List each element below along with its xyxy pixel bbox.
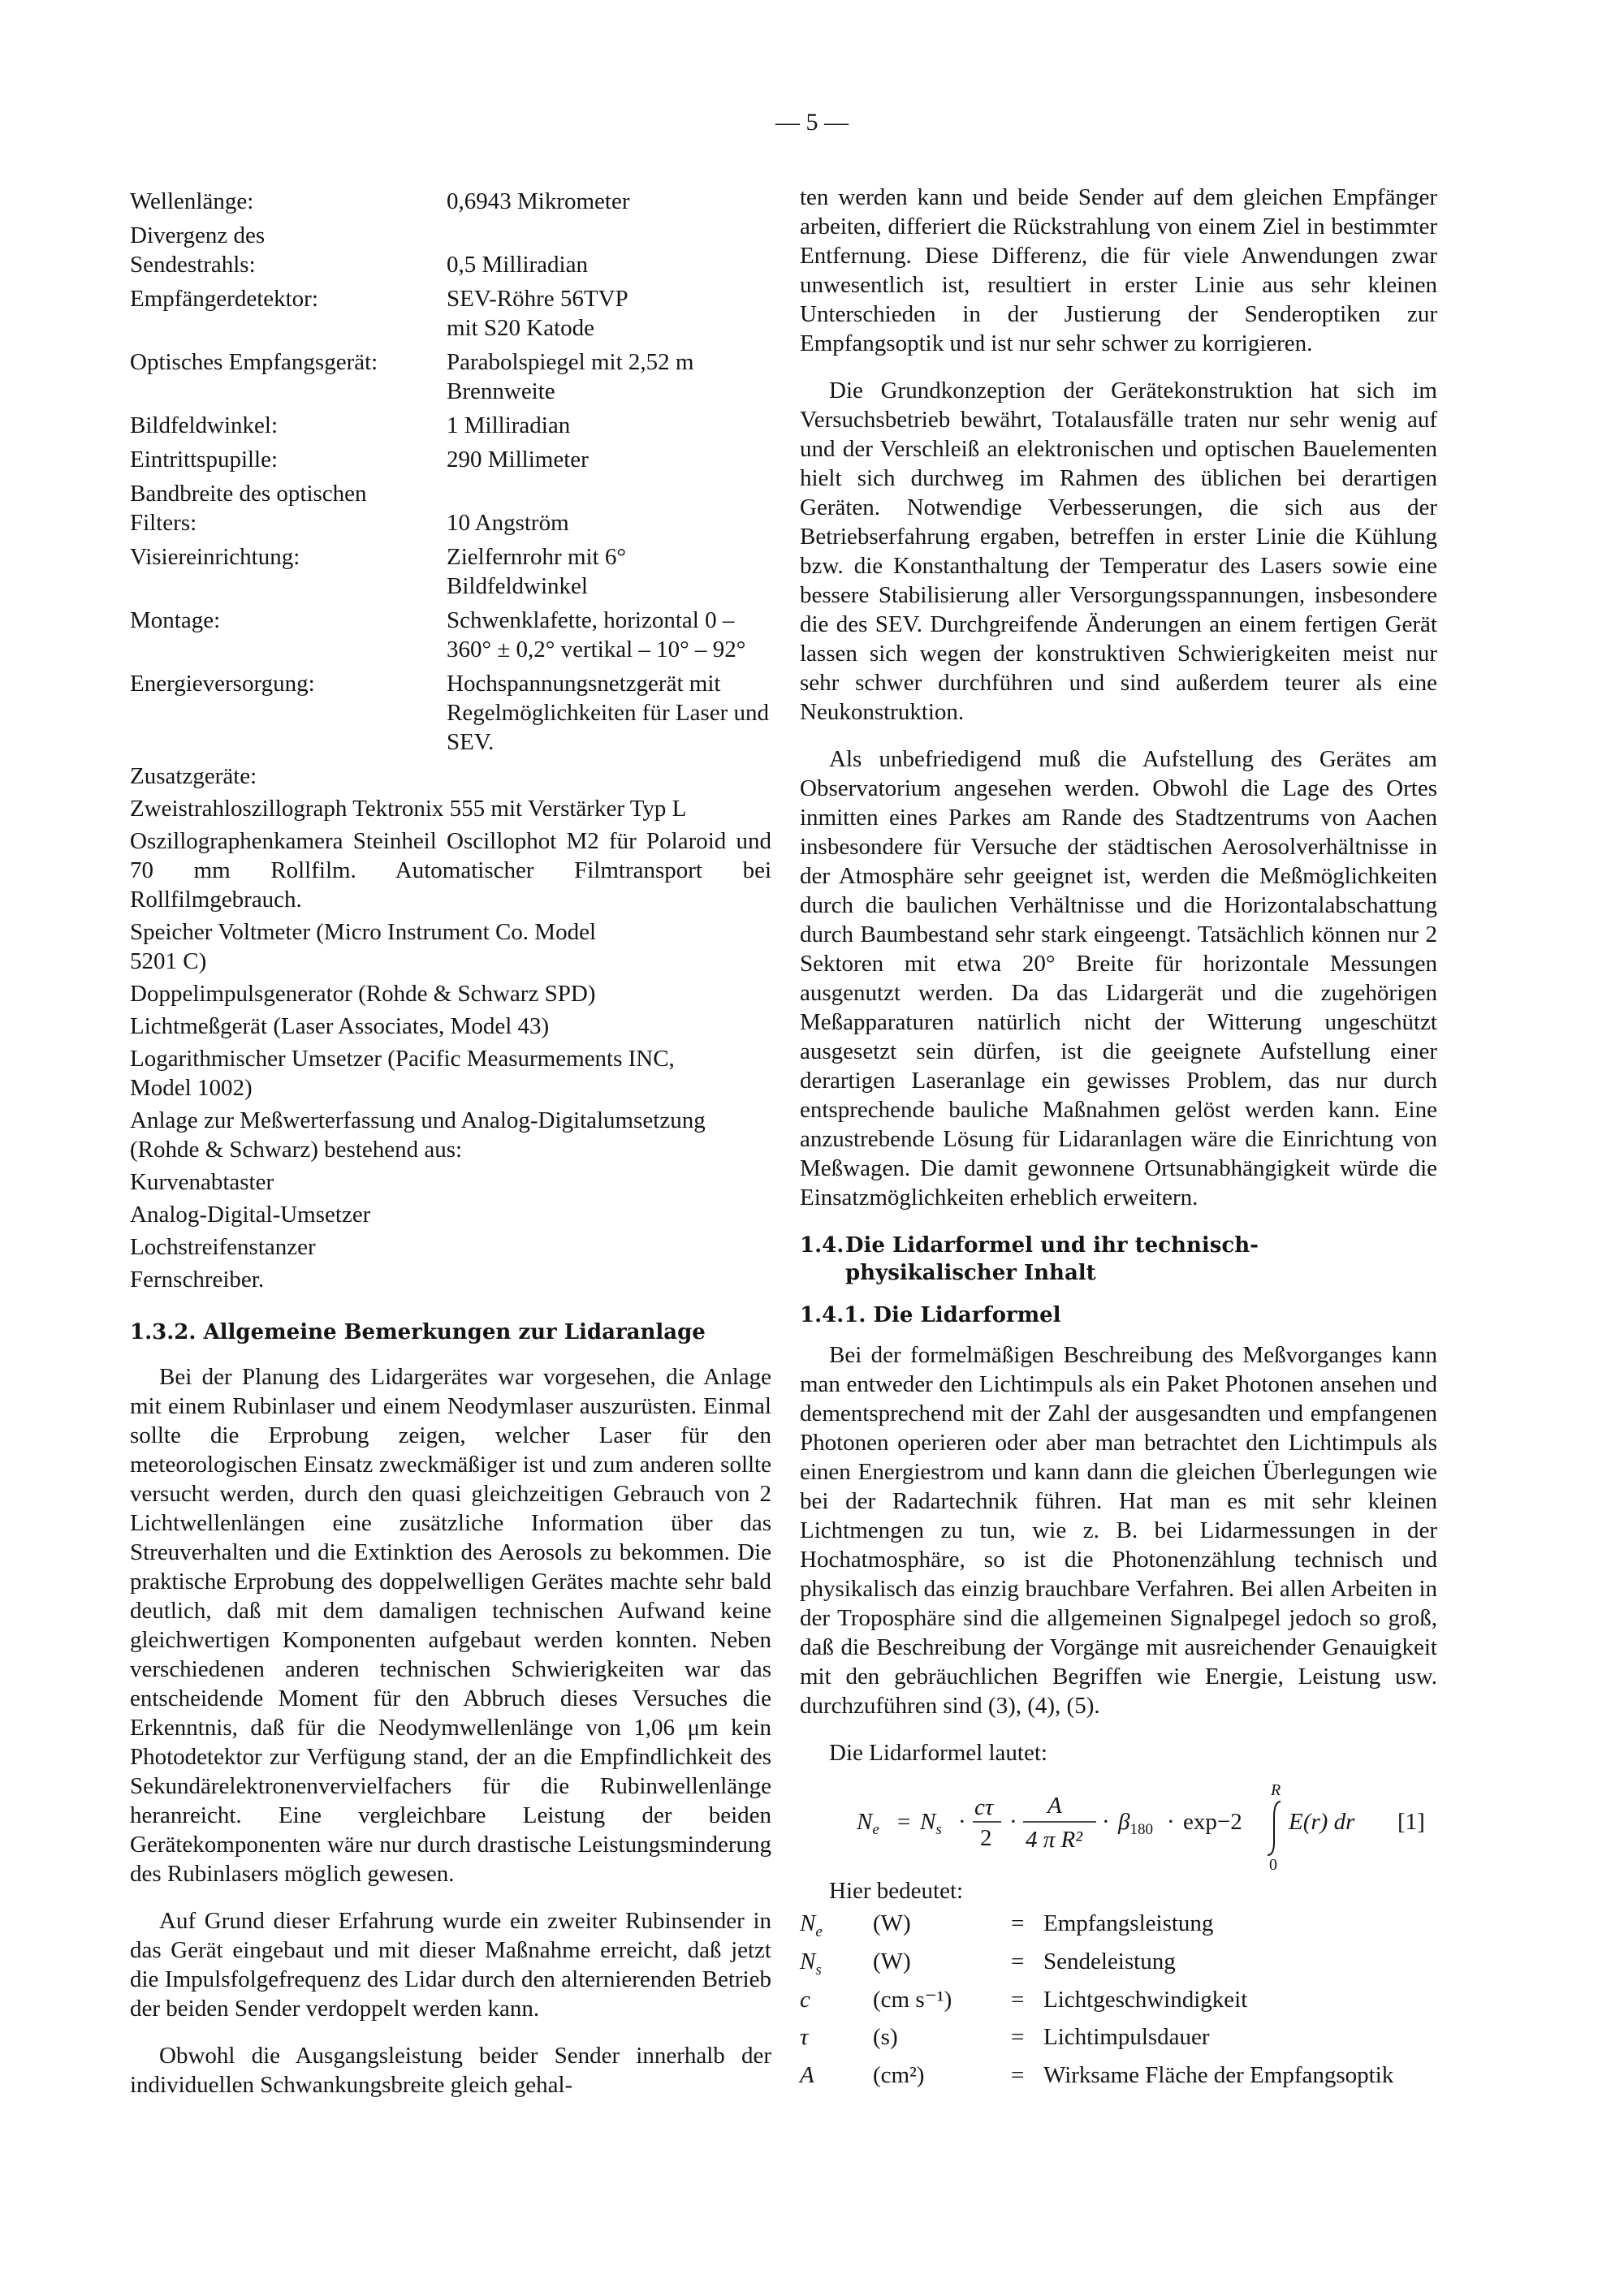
formula-dot: · bbox=[958, 1809, 966, 1835]
legend-equals: = bbox=[1011, 2024, 1025, 2051]
legend-unit: (s) bbox=[873, 2024, 898, 2051]
section-number: 1.4. bbox=[800, 1233, 844, 1258]
spec-value: SEV-Röhre 56TVP mit S20 Katode bbox=[447, 286, 628, 341]
paragraph: Die Grundkonzeption der Gerätekonstruktion hat sich im Versuchsbetrieb bewährt, Totalausfälle traten nur sehr wenig auf und der Verschleiß an elektronischen und optischen Bauelementen hielt sich durchweg im Rahmen des üblichen bei derartigen Geräten. Notwendige Verbesserungen, die sich aus der Betriebserfahrung ergaben, betreffen in erster Linie die Kühlung bzw. die Konstanthaltung der Temperatur des Lasers sowie eine bessere Stabilisierung aller Versorgungsspannungen, insbesondere die des SEV. Durchgreifende Änderungen an einem fertigen Gerät lassen sich wegen der konstruktiven Schwierigkeiten meist nur sehr schwer durchführen und sind außerdem teurer als eine Neukonstruktion. bbox=[800, 378, 1437, 725]
spec-label: Divergenz des Sendestrahls: bbox=[130, 222, 266, 278]
spec-row bbox=[130, 411, 771, 440]
spec-value: 10 Angström bbox=[447, 510, 569, 536]
spec-row bbox=[130, 542, 771, 601]
formula-integrand: E(r) dr bbox=[1289, 1809, 1355, 1835]
legend-row bbox=[800, 2022, 1437, 2061]
legend-intro: Hier bedeutet: bbox=[829, 1878, 964, 1904]
formula-exp: exp−2 bbox=[1183, 1809, 1242, 1835]
addon-item: Lochstreifenstanzer bbox=[130, 1234, 316, 1260]
right-column bbox=[800, 183, 1437, 2099]
spec-list bbox=[130, 187, 771, 757]
addon-list-title: Zusatzgeräte: bbox=[130, 763, 257, 789]
legend-equals: = bbox=[1011, 1910, 1025, 1936]
addon-item: Logarithmischer Umsetzer (Pacific Measurmements INC, Model 1002) bbox=[130, 1046, 675, 1101]
section-heading-1-3-2 bbox=[130, 1318, 771, 1346]
section-title: Die Lidarformel und ihr technisch-physikalischer Inhalt bbox=[845, 1233, 1259, 1285]
spec-row bbox=[130, 479, 771, 537]
paragraph: Bei der Planung des Lidargerätes war vorgesehen, die Anlage mit einem Rubinlaser und einem Neodymlaser auszurüsten. Einmal sollte die Erprobung zeigen, welcher Laser für den meteorologischen Einsatz zweckmäßiger ist und zum anderen sollte versucht werden, durch den quasi gleichzeitigen Gebrauch von 2 Lichtwellenlängen eine zusätzliche Information über das Streuverhalten und die Extinktion des Aerosols zu bekommen. Die praktische Erprobung des doppelwelligen Gerätes machte sehr bald deutlich, daß mit dem damaligen technischen Aufwand keine gleichwertigen Komponenten aufgebaut werden konnten. Neben verschiedenen anderen technischen Schwierigkeiten war das entscheidende Moment für den Abbruch dieses Versuches die Erkenntnis, daß für die Neodymwellenlänge von 1,06 μm kein Photodetektor zur Verfügung stand, der an die Empfindlichkeit des Sekundärelektronenvervielfachers für die Rubinwellenlänge heranreicht. Eine vergleichbare Leistung der beiden Gerätekomponenten wäre nur durch drastische Leistungsminderung des Rubinlasers möglich gewesen. bbox=[130, 1364, 771, 1887]
spec-value: Parabolspiegel mit 2,52 m Brennweite bbox=[447, 349, 694, 404]
spec-value: Hochspannungsnetzgerät mit Regelmöglichkeiten für Laser und SEV. bbox=[447, 671, 770, 755]
spec-row bbox=[130, 221, 771, 279]
integral-sign bbox=[1268, 1802, 1281, 1855]
formula-ne: $N_e$ bbox=[857, 1809, 879, 1838]
legend-description: Wirksame Fläche der Empfangsoptik bbox=[1043, 2062, 1394, 2089]
legend-description: Empfangsleistung bbox=[1043, 1910, 1214, 1936]
addon-item: Fernschreiber. bbox=[130, 1267, 265, 1293]
addon-item: Speicher Voltmeter (Micro Instrument Co. Model 5201 C) bbox=[130, 919, 596, 974]
addon-list bbox=[130, 762, 771, 1294]
formula-frac1-den: 2 bbox=[980, 1825, 992, 1851]
legend-unit: (W) bbox=[873, 1910, 911, 1936]
page-number: — 5 — bbox=[775, 109, 849, 136]
formula-dot: · bbox=[1009, 1809, 1017, 1835]
spec-label: Optisches Empfangsgerät: bbox=[130, 349, 378, 375]
addon-item: Zweistrahloszillograph Tektronix 555 mit Verstärker Typ L bbox=[130, 796, 687, 822]
legend-description: Sendeleistung bbox=[1043, 1948, 1176, 1974]
legend-symbol: $N_e$ bbox=[800, 1910, 823, 1940]
spec-value: 1 Milliradian bbox=[447, 412, 571, 438]
legend-equals: = bbox=[1011, 1986, 1025, 2013]
legend-equals: = bbox=[1011, 1948, 1025, 1974]
legend-symbol: A bbox=[800, 2062, 814, 2089]
spec-row bbox=[130, 606, 771, 664]
spec-label: Montage: bbox=[130, 607, 221, 633]
legend-description: Lichtgeschwindigkeit bbox=[1043, 1986, 1248, 2013]
addon-item: Lichtmeßgerät (Laser Associates, Model 43) bbox=[130, 1013, 550, 1039]
spec-value: Schwenklafette, horizontal 0 – 360° ± 0,2° vertikal – 10° – 92° bbox=[447, 607, 746, 662]
legend-equals: = bbox=[1011, 2062, 1025, 2089]
paragraph: Bei der formelmäßigen Beschreibung des Meßvorganges kann man entweder den Lichtimpuls als ein Paket Photonen ansehen und dementsprechend mit der Zahl der ausgesandten und empfangenen Photonen operieren oder aber man betrachtet den Lichtimpuls als einen Energiestrom und kann dann die gleichen Überlegungen wie bei der Radartechnik führen. Hat man es mit sehr kleinen Lichtmengen zu tun, wie z. B. bei Lidarmessungen in der Hochatmosphäre, so ist die Photonenzählung technisch und physikalisch das einzig brauchbare Verfahren. Bei allen Arbeiten in der Troposphäre sind die allgemeinen Signalpegel jedoch so groß, daß die Beschreibung der Vorgänge mit ausreichender Genauigkeit mit den gebräuchlichen Begriffen wie Energie, Leistung usw. durchzuführen sind (3), (4), (5). bbox=[800, 1342, 1437, 1719]
spec-value: 0,6943 Mikrometer bbox=[447, 188, 630, 214]
spec-label: Wellenlänge: bbox=[130, 188, 254, 214]
formula-dot: · bbox=[1102, 1809, 1110, 1835]
legend-row bbox=[800, 1909, 1437, 1947]
legend-symbol: τ bbox=[800, 2024, 809, 2051]
section-number: 1.3.2. bbox=[130, 1320, 197, 1344]
lidar-formula bbox=[800, 1772, 1437, 1870]
legend-row bbox=[800, 1985, 1437, 2023]
symbol-legend bbox=[800, 1909, 1437, 2099]
addon-item: Oszillographenkamera Steinheil Oscillophot M2 für Polaroid und 70 mm Rollfilm. Automatischer Filmtransport bei Rollfilmgebrauch. bbox=[130, 828, 771, 913]
legend-symbol: $N_s$ bbox=[800, 1948, 822, 1979]
integral-upper-limit: R bbox=[1271, 1781, 1281, 1799]
left-column bbox=[130, 187, 771, 2117]
spec-label: Bandbreite des optischen Filters: bbox=[130, 481, 367, 536]
paragraph: Auf Grund dieser Erfahrung wurde ein zweiter Rubinsender in das Gerät eingebaut und mit dieser Maßnahme erreicht, daß jetzt die Impulsfolgefrequenz des Lidar durch den alternierenden Betrieb der beiden Sender verdoppelt werden kann. bbox=[130, 1908, 771, 2022]
spec-row bbox=[130, 187, 771, 216]
formula-frac1-num: cτ bbox=[974, 1794, 994, 1820]
lidar-formula-graphic bbox=[800, 1772, 1437, 1870]
legend-unit: (cm²) bbox=[873, 2062, 925, 2089]
integral-lower-limit: 0 bbox=[1269, 1856, 1277, 1870]
spec-label: Visiereinrichtung: bbox=[130, 544, 300, 570]
formula-frac2-num: A bbox=[1047, 1793, 1062, 1819]
formula-dot: · bbox=[1167, 1809, 1175, 1835]
spec-row bbox=[130, 347, 771, 406]
legend-row bbox=[800, 2061, 1437, 2099]
spec-label: Energieversorgung: bbox=[130, 671, 315, 697]
addon-item: Anlage zur Meßwerterfassung und Analog-Digitalumsetzung (Rohde & Schwarz) bestehend aus: bbox=[130, 1107, 706, 1163]
formula-beta: $\beta_{180}$ bbox=[1118, 1809, 1153, 1838]
addon-item: Analog-Digital-Umsetzer bbox=[130, 1202, 371, 1228]
formula-intro: Die Lidarformel lautet: bbox=[829, 1740, 1047, 1766]
section-title: Allgemeine Bemerkungen zur Lidaranlage bbox=[203, 1320, 706, 1344]
paragraph: Obwohl die Ausgangsleistung beider Sender innerhalb der individuellen Schwankungsbreite gleich gehal- bbox=[130, 2043, 771, 2098]
addon-item: Doppelimpulsgenerator (Rohde & Schwarz SPD) bbox=[130, 981, 596, 1007]
formula-number: [1] bbox=[1397, 1809, 1425, 1835]
legend-row bbox=[800, 1947, 1437, 1985]
legend-unit: (cm s⁻¹) bbox=[873, 1986, 952, 2013]
legend-symbol: c bbox=[800, 1986, 810, 2013]
spec-value: Zielfernrohr mit 6° Bildfeldwinkel bbox=[447, 544, 626, 599]
formula-ns: $N_s$ bbox=[920, 1809, 942, 1838]
legend-unit: (W) bbox=[873, 1948, 911, 1974]
section-heading-1-4 bbox=[800, 1232, 1437, 1287]
section-title: Die Lidarformel bbox=[873, 1303, 1061, 1327]
addon-item: Kurvenabtaster bbox=[130, 1169, 274, 1195]
spec-label: Bildfeldwinkel: bbox=[130, 412, 279, 438]
spec-value: 290 Millimeter bbox=[447, 447, 589, 473]
spec-row bbox=[130, 284, 771, 343]
formula-frac2-den: 4 π R² bbox=[1026, 1827, 1082, 1853]
spec-row bbox=[130, 669, 771, 757]
spec-value: 0,5 Milliradian bbox=[447, 252, 588, 278]
paragraph: ten werden kann und beide Sender auf dem gleichen Empfänger arbeiten, differiert die Rückstrahlung von einem Ziel in bestimmter Entfernung. Diese Differenz, die für viele Anwendungen zwar unwesentlich ist, resultiert in erster Linie aus sehr kleinen Unterschieden in der Justierung der Senderoptiken zur Empfangsoptik und ist nur sehr schwer zu korrigieren. bbox=[800, 184, 1437, 356]
spec-row bbox=[130, 445, 771, 474]
legend-description: Lichtimpulsdauer bbox=[1043, 2024, 1210, 2051]
section-heading-1-4-1 bbox=[800, 1301, 1437, 1329]
paragraph: Als unbefriedigend muß die Aufstellung des Gerätes am Observatorium angesehen werden. Obwohl die Lage des Ortes inmitten eines Parkes am Rande des Stadtzentrums von Aachen insbesondere für Versuche der städtischen Aerosolverhältnisse in der Atmosphäre sehr geeignet ist, werden die Meßmöglichkeiten durch die baulichen Verhältnisse und die Horizontalabschattung durch Baumbestand sehr stark eingeengt. Tatsächlich können nur 2 Sektoren mit etwa 20° Breite für horizontale Messungen ausgenutzt werden. Da das Lidargerät und die zugehörigen Meßapparaturen natürlich nicht der Witterung ungeschützt ausgesetzt sein dürfen, ist die geeignete Aufstellung einer derartigen Laseranlage ein gewisses Problem, das nur durch entsprechende bauliche Maßnahmen gelöst werden kann. Eine anzustrebende Lösung für Lidaranlagen wäre die Einrichtung von Meßwagen. Die damit gewonnene Ortsunabhängigkeit würde die Einsatzmöglichkeiten erheblich erweitern. bbox=[800, 746, 1437, 1211]
spec-label: Eintrittspupille: bbox=[130, 447, 279, 473]
section-number: 1.4.1. bbox=[800, 1303, 866, 1327]
formula-equals: = bbox=[897, 1809, 911, 1835]
spec-label: Empfängerdetektor: bbox=[130, 286, 318, 312]
